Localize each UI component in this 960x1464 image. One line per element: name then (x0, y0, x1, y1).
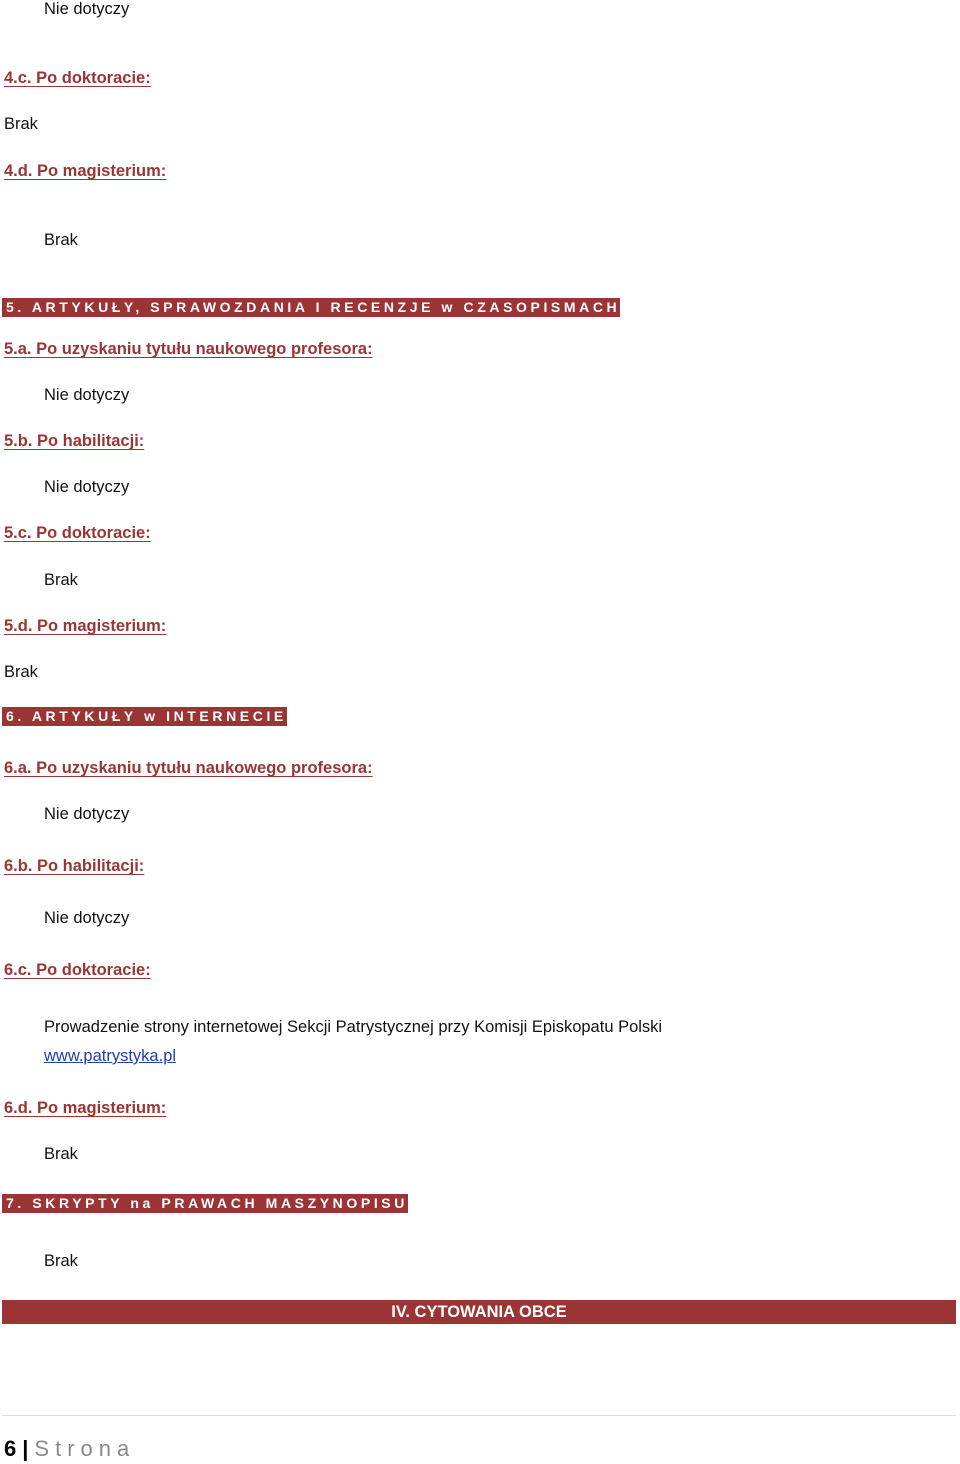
subsection-heading-4c: 4.c. Po doktoracie: (4, 69, 151, 87)
status-text: Brak (4, 663, 38, 681)
page-label: Strona (34, 1436, 136, 1461)
entry-description: Prowadzenie strony internetowej Sekcji Patrystycznej przy Komisji Episkopatu Polski (44, 1018, 663, 1036)
status-text: Brak (44, 231, 78, 249)
subsection-heading-4d: 4.d. Po magisterium: (4, 162, 167, 180)
footer-divider (2, 1415, 956, 1416)
chapter-banner-title: IV. CYTOWANIA OBCE (391, 1302, 567, 1321)
subsection-heading-6a: 6.a. Po uzyskaniu tytułu naukowego profesora: (4, 759, 373, 777)
subsection-heading-5a: 5.a. Po uzyskaniu tytułu naukowego profesora: (4, 340, 373, 358)
status-text: Brak (4, 115, 38, 133)
subsection-heading-5c: 5.c. Po doktoracie: (4, 524, 151, 542)
subsection-heading-6c: 6.c. Po doktoracie: (4, 961, 151, 979)
status-text: Nie dotyczy (44, 478, 130, 496)
section-heading-5: 5. ARTYKUŁY, SPRAWOZDANIA I RECENZJE w CZASOPISMACH (2, 298, 620, 317)
website-link[interactable]: www.patrystyka.pl (44, 1047, 177, 1065)
status-text: Brak (44, 571, 78, 589)
subsection-heading-5d: 5.d. Po magisterium: (4, 617, 167, 635)
status-text: Nie dotyczy (44, 805, 130, 823)
section-heading-7: 7. SKRYPTY na PRAWACH MASZYNOPISU (2, 1194, 408, 1213)
page-number: 6 (4, 1436, 17, 1461)
subsection-heading-5b: 5.b. Po habilitacji: (4, 432, 145, 450)
status-text: Nie dotyczy (44, 909, 130, 927)
page-footer (4, 1438, 135, 1460)
subsection-heading-6b: 6.b. Po habilitacji: (4, 857, 145, 875)
subsection-heading-6d: 6.d. Po magisterium: (4, 1099, 167, 1117)
status-text: Brak (44, 1145, 78, 1163)
status-text: Nie dotyczy (44, 386, 130, 404)
chapter-banner (2, 1300, 956, 1324)
footer-separator: | (22, 1436, 29, 1461)
status-text: Nie dotyczy (44, 0, 130, 18)
status-text: Brak (44, 1252, 78, 1270)
section-heading-6: 6. ARTYKUŁY w INTERNECIE (2, 707, 287, 726)
